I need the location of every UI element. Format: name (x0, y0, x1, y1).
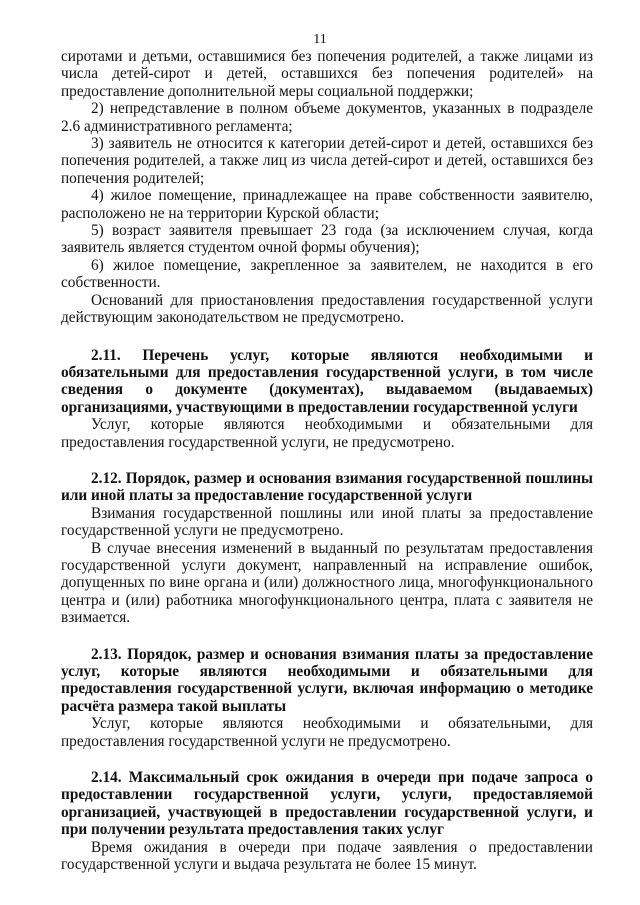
section-paragraph: В случае внесения изменений в выданный по результатам предоставления государственной услуги документ, направленный на исправление ошибок, допущенных по вине органа и (или) должностного лица, многофункционального центра и (или) работника многофункционального центра, плата с заявителя не взимается. (61, 539, 593, 627)
section-heading-2-14: 2.14. Максимальный срок ожидания в очереди при подаче запроса о предоставлении государственной услуги, услуги, предоставляемой организацией, участвующей в предоставлении государственной услуги, и при получении результата предоставления таких услуг (61, 769, 593, 839)
list-item: 6) жилое помещение, закрепленное за заявителем, не находится в его собственности. (61, 256, 593, 292)
section-heading-2-11: 2.11. Перечень услуг, которые являются необходимыми и обязательными для предоставления государственной услуги, в том числе сведения о документе (документах), выдаваемом (выдаваемых) организациями, участвующими в предоставлении государственной услуги (61, 346, 593, 416)
list-item: 3) заявитель не относится к категории детей-сирот и детей, оставшихся без попечения родителей, а также лиц из числа детей-сирот и детей, оставшихся без попечения родителей; (61, 135, 593, 187)
section-paragraph: Услуг, которые являются необходимыми и обязательными для предоставления государственной услуги, не предусмотрено. (61, 416, 593, 451)
section-heading-2-12: 2.12. Порядок, размер и основания взимания государственной пошлины или иной платы за предоставление государственной услуги (61, 469, 593, 505)
section-paragraph: Взимания государственной пошлины или иной платы за предоставление государственной услуги не предусмотрено. (61, 504, 593, 540)
continuation-paragraph: сиротами и детьми, оставшимися без попечения родителей, а также лицами из числа детей-сирот и детей, оставшихся без попечения родителей» на предоставление дополнительной меры социальной поддержки; (61, 48, 593, 100)
section-heading-2-13: 2.13. Порядок, размер и основания взимания платы за предоставление услуг, которые являются необходимыми и обязательными для предоставления государственной услуги, включая информацию о методике расчёта размера такой выплаты (61, 645, 593, 715)
closing-paragraph: Оснований для приостановления предоставления государственной услуги действующим законодательством не предусмотрено. (61, 291, 593, 327)
page-number: 11 (313, 32, 327, 47)
list-item: 2) непредставление в полном объеме документов, указанных в подразделе 2.6 административного регламента; (61, 100, 593, 135)
section-paragraph: Услуг, которые являются необходимыми и обязательными, для предоставления государственной услуги не предусмотрено. (61, 715, 593, 750)
page-content (61, 48, 593, 873)
list-item: 5) возраст заявителя превышает 23 года (за исключением случая, когда заявитель является студентом очной формы обучения); (61, 222, 593, 257)
list-item: 4) жилое помещение, принадлежащее на праве собственности заявителю, расположено не на территории Курской области; (61, 187, 593, 222)
section-paragraph: Время ожидания в очереди при подаче заявления о предоставлении государственной услуги и выдача результата не более 15 минут. (61, 838, 593, 874)
